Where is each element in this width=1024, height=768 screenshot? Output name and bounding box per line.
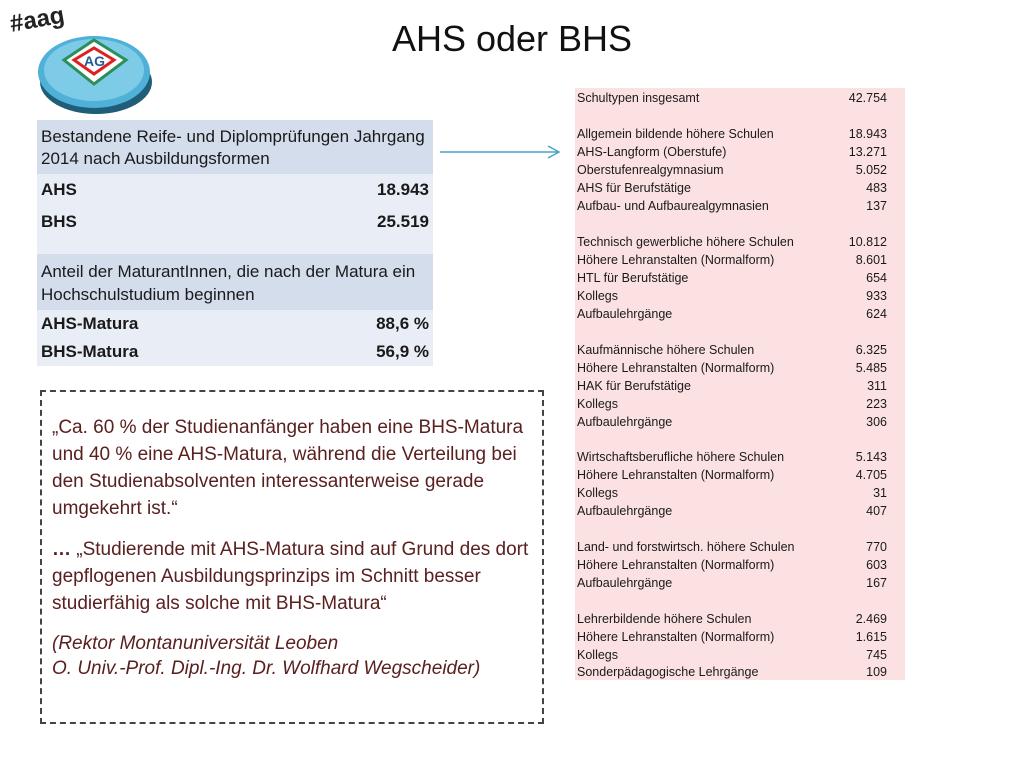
table-row: [577, 341, 887, 359]
row-value: 56,9 %: [376, 342, 429, 361]
row-label: Wirtschaftsberufliche höhere Schulen: [577, 450, 785, 464]
row-label: Höhere Lehranstalten (Normalform): [577, 361, 775, 375]
row-label: BHS: [41, 212, 77, 231]
row-label: Höhere Lehranstalten (Normalform): [577, 630, 775, 644]
table-row: [577, 161, 887, 179]
quote-paragraph: „Ca. 60 % der Studienanfänger haben eine BHS-Matura und 40 % eine AHS-Matura, während die Verteilung bei den Studienabsolventen interessanterweise gerade umgekehrt ist.“: [52, 417, 524, 519]
table-row: [577, 305, 887, 323]
row-value: 933: [866, 289, 887, 303]
attribution-line: O. Univ.-Prof. Dipl.-Ing. Dr. Wolfhard Wegscheider): [52, 658, 481, 679]
row-value: 306: [866, 415, 887, 429]
row-label: BHS-Matura: [41, 342, 139, 361]
row-value: 4.705: [855, 468, 887, 482]
table-row: [577, 448, 887, 466]
row-value: 13.271: [848, 145, 887, 159]
graduation-table-header: Bestandene Reife- und Diplomprüfungen Jahrgang 2014 nach Ausbildungsformen: [37, 120, 433, 174]
table-row: [37, 206, 433, 238]
row-label: Aufbaulehrgänge: [577, 576, 673, 590]
row-label: Lehrerbildende höhere Schulen: [577, 612, 752, 626]
table-row: [577, 538, 887, 556]
row-value: 6.325: [855, 343, 887, 357]
row-label: Sonderpädagogische Lehrgänge: [577, 665, 759, 679]
row-value: 137: [866, 199, 887, 213]
table-row: [577, 197, 887, 215]
row-value: 8.601: [855, 253, 887, 267]
row-value: 311: [867, 379, 887, 393]
table-row: [577, 125, 887, 143]
row-label: Kaufmännische höhere Schulen: [577, 343, 755, 357]
graduation-table: [37, 120, 433, 366]
quote-paragraph: [52, 536, 532, 617]
arrow-right-icon: [440, 142, 562, 162]
row-label: Kollegs: [577, 397, 618, 411]
row-label: AHS-Langform (Oberstufe): [577, 145, 727, 159]
row-value: 167: [866, 576, 887, 590]
row-value: 483: [866, 181, 887, 195]
ellipsis: …: [52, 539, 71, 560]
table-row: [577, 646, 887, 664]
row-value: 42.754: [848, 91, 887, 105]
row-value: 603: [866, 558, 887, 572]
row-label: Aufbau- und Aufbaurealgymnasien: [577, 199, 769, 213]
row-value: 654: [866, 271, 887, 285]
row-value: 5.052: [855, 163, 887, 177]
table-row: [37, 338, 433, 366]
table-row: [577, 287, 887, 305]
row-label: Allgemein bildende höhere Schulen: [577, 127, 774, 141]
table-row: [577, 484, 887, 502]
row-value: 10.812: [848, 235, 887, 249]
row-value: 88,6 %: [376, 314, 429, 333]
row-label: HTL für Berufstätige: [577, 271, 689, 285]
attribution-line: (Rektor Montanuniversität Leoben: [52, 633, 339, 654]
table-row: [577, 251, 887, 269]
row-value: 5.143: [855, 450, 887, 464]
row-label: Höhere Lehranstalten (Normalform): [577, 468, 775, 482]
table-row: [577, 233, 887, 251]
table-row: [37, 174, 433, 206]
table-row: [577, 466, 887, 484]
quote-attribution: [52, 631, 532, 681]
row-value: 223: [866, 397, 887, 411]
table-spacer: [37, 238, 433, 254]
row-value: 18.943: [848, 127, 887, 141]
table-row: [577, 359, 887, 377]
table-row: [577, 502, 887, 520]
row-label: AHS-Matura: [41, 314, 139, 333]
table-row: [577, 663, 887, 681]
table-row: [577, 413, 887, 431]
row-label: Schultypen insgesamt: [577, 91, 700, 105]
table-row: [577, 89, 887, 107]
row-value: 407: [866, 504, 887, 518]
row-label: Kollegs: [577, 289, 618, 303]
row-label: Höhere Lehranstalten (Normalform): [577, 558, 775, 572]
row-value: 1.615: [855, 630, 887, 644]
logo-hashtag: #aag: [7, 2, 67, 38]
row-value: 5.485: [855, 361, 887, 375]
row-value: 770: [866, 540, 887, 554]
table-row: [577, 628, 887, 646]
quote-box: [40, 390, 544, 724]
table-row: [37, 310, 433, 338]
logo-letters: AG: [84, 53, 105, 69]
row-value: 31: [873, 486, 887, 500]
row-label: Oberstufenrealgymnasium: [577, 163, 724, 177]
row-label: AHS für Berufstätige: [577, 181, 691, 195]
row-label: Aufbaulehrgänge: [577, 504, 673, 518]
table-row: [577, 269, 887, 287]
row-label: Technisch gewerbliche höhere Schulen: [577, 235, 794, 249]
row-value: 2.469: [855, 612, 887, 626]
row-label: Aufbaulehrgänge: [577, 415, 673, 429]
row-value: 624: [866, 307, 887, 321]
row-value: 18.943: [377, 180, 429, 199]
row-label: Land- und forstwirtsch. höhere Schulen: [577, 540, 795, 554]
table-row: [577, 556, 887, 574]
slide-title: AHS oder BHS: [391, 18, 633, 59]
table-row: [577, 395, 887, 413]
table-row: [577, 179, 887, 197]
row-value: 745: [866, 648, 887, 662]
university-share-header: Anteil der MaturantInnen, die nach der Matura ein Hochschulstudium beginnen: [37, 254, 433, 310]
row-label: Höhere Lehranstalten (Normalform): [577, 253, 775, 267]
row-label: HAK für Berufstätige: [577, 379, 691, 393]
table-row: [577, 574, 887, 592]
table-row: [577, 610, 887, 628]
table-row: [577, 377, 887, 395]
row-label: Kollegs: [577, 648, 618, 662]
table-row: [577, 143, 887, 161]
row-label: AHS: [41, 180, 77, 199]
quote-text: „Studierende mit AHS-Matura sind auf Grund des dort gepflogenen Ausbildungsprinzips im Schnitt besser studierfähig als solche mit BHS-Matura“: [52, 539, 529, 614]
school-types-table: [575, 88, 905, 680]
row-label: Aufbaulehrgänge: [577, 307, 673, 321]
row-value: 25.519: [377, 212, 429, 231]
row-value: 109: [866, 665, 887, 679]
row-label: Kollegs: [577, 486, 618, 500]
